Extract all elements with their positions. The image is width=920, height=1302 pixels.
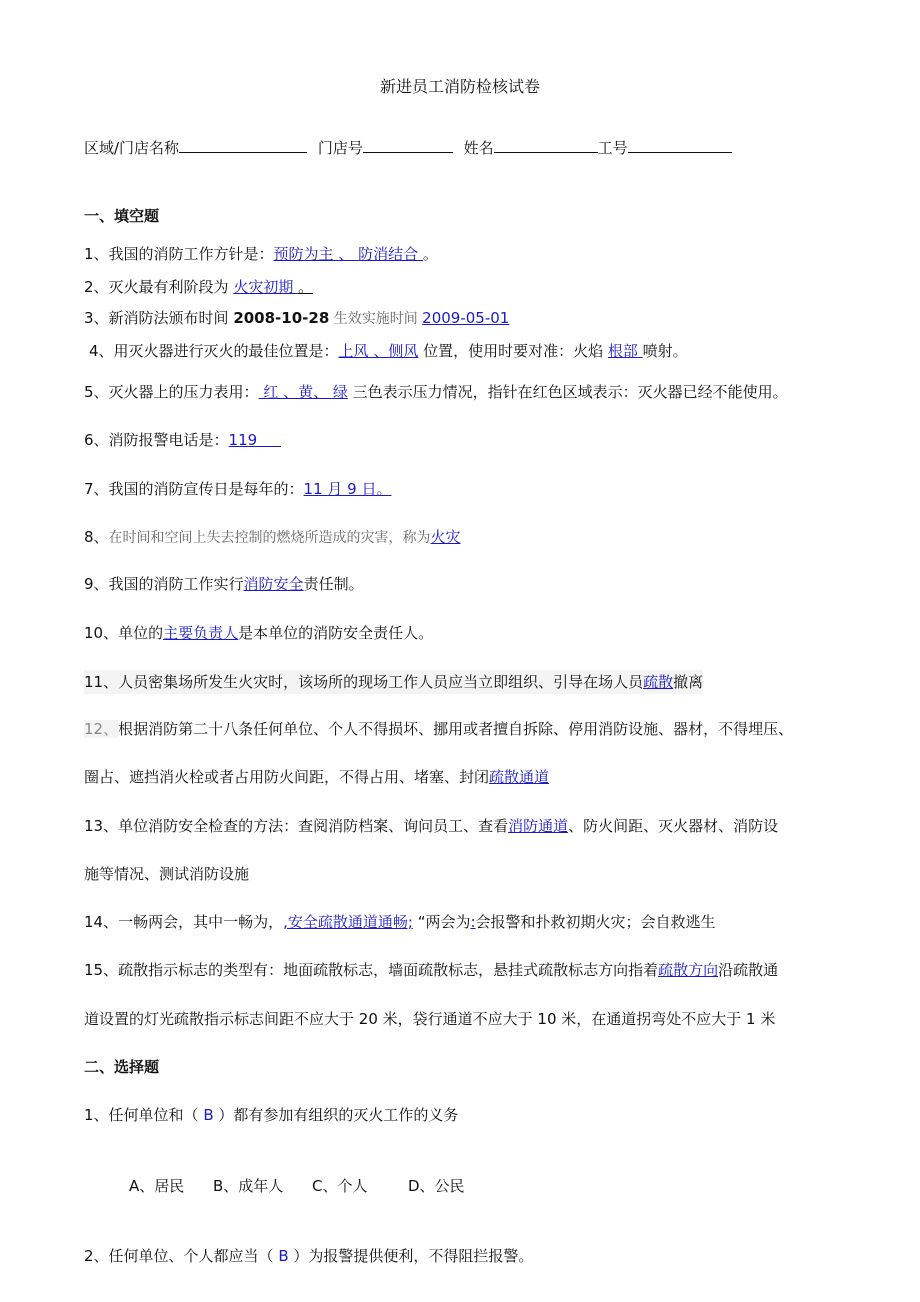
q7-text: 7、我国的消防宣传日是每年的： — [84, 480, 304, 498]
exam-title: 新进员工消防检核试卷 — [379, 77, 540, 96]
q1-separator: 、 — [338, 245, 359, 263]
question-12-line-2 — [84, 767, 549, 787]
header-fields — [84, 137, 732, 158]
q1-end: 。 — [422, 245, 438, 263]
q10-end: 是本单位的消防安全责任人。 — [238, 624, 434, 642]
question-15-line-2 — [84, 1009, 775, 1029]
q9-text: 9、我国的消防工作实行 — [84, 575, 244, 593]
question-2 — [84, 277, 313, 297]
q13-text-end: 、防火间距、灭火器材、消防设 — [568, 817, 779, 835]
q13-answer: 消防通道 — [508, 817, 569, 835]
q6-answer: 119 — [228, 431, 282, 449]
section1-heading: 一、填空题 — [84, 207, 160, 225]
q7-answer: 11 月 9 日。 — [303, 480, 392, 498]
q9-answer: 消防安全 — [243, 575, 304, 593]
option-d[interactable]: D、公民 — [408, 1177, 465, 1195]
q11-answer: 疏散 — [643, 673, 674, 691]
q3-text: 3、新消防法颁布时间 — [84, 309, 234, 327]
question-7 — [84, 479, 391, 499]
q5-text: 5、灭火器上的压力表用： — [84, 383, 259, 401]
id-label: 工号 — [597, 139, 628, 157]
name-label: 姓名 — [463, 139, 494, 157]
region-blank[interactable] — [179, 137, 307, 153]
q1-text: 1、我国的消防工作方针是： — [84, 245, 274, 263]
q8-answer: 火灾 — [430, 528, 461, 546]
option-b[interactable]: B、成年人 — [213, 1177, 284, 1195]
q2-answer: 火灾初期 — [233, 278, 299, 296]
section2-heading: 二、选择题 — [84, 1058, 160, 1076]
q6-text: 6、消防报警电话是： — [84, 431, 229, 449]
question-5 — [84, 382, 788, 402]
q4-answer-1: 上风 、侧风 — [338, 342, 419, 360]
q15-answer: 疏散方向 — [658, 961, 719, 979]
question-3 — [84, 308, 509, 329]
q14-answer-1: ,安全疏散通道通畅; — [283, 913, 413, 931]
q14-answer-2: : — [470, 913, 476, 931]
question-4 — [89, 341, 688, 361]
q11-end: 撤离 — [673, 673, 704, 691]
q3-effective-label: 生效实施时间 — [329, 311, 423, 327]
store-blank[interactable] — [363, 137, 453, 153]
q2-text: 2、灭火最有利阶段为 — [84, 278, 234, 296]
option-c[interactable]: C、个人 — [312, 1177, 368, 1195]
cq2-end: ）为报警提供便利，不得阻拦报警。 — [288, 1247, 534, 1265]
q11-text: 11、人员密集场所发生火灾时，该场所的现场工作人员应当立即组织、引导在场人员 — [84, 673, 644, 691]
question-10 — [84, 623, 433, 643]
q14-mid-text: “两会为 — [412, 913, 471, 931]
cq2-text: 2、任何单位、个人都应当（ — [84, 1247, 279, 1265]
q4-end: 喷射。 — [642, 342, 688, 360]
q12-number: 12、 — [84, 720, 119, 738]
choice-question-2 — [84, 1246, 533, 1266]
q14-text: 14、一畅两会，其中一畅为， — [84, 913, 284, 931]
q13-text: 13、单位消防安全检查的方法：查阅消防档案、询问员工、查看 — [84, 817, 509, 835]
q8-text: 在时间和空间上失去控制的燃烧所造成的灾害，称为 — [108, 530, 431, 546]
q4-text: 4、用灭火器进行灭火的最佳位置是： — [89, 342, 339, 360]
question-6 — [84, 430, 281, 450]
choice-question-1-options — [129, 1176, 465, 1196]
question-15-line-1 — [84, 960, 778, 980]
id-blank[interactable] — [628, 137, 732, 153]
q1-answer-1: 预防为主 — [273, 245, 339, 263]
q10-text: 10、单位的 — [84, 624, 164, 642]
cq1-text: 1、任何单位和（ — [84, 1106, 204, 1124]
q12-text-2: 圈占、遮挡消火栓或者占用防火间距，不得占用、堵塞、封闭 — [84, 768, 490, 786]
question-8 — [84, 527, 461, 548]
q5-end: 三色表示压力情况，指针在红色区域表示：灭火器已经不能使用。 — [347, 383, 788, 401]
question-11 — [84, 670, 703, 694]
store-label: 门店号 — [317, 139, 363, 157]
q13-text-2: 施等情况、测试消防设施 — [84, 865, 250, 883]
q2-end: 。 — [298, 278, 314, 296]
q1-answer-2: 防消结合 — [358, 245, 423, 263]
cq2-answer: B — [278, 1247, 289, 1265]
cq1-answer: B — [203, 1106, 214, 1124]
question-1 — [84, 244, 438, 264]
q15-text: 15、疏散指示标志的类型有：地面疏散标志，墙面疏散标志，悬挂式疏散标志方向指着 — [84, 961, 659, 979]
q15-text-end: 沿疏散通 — [718, 961, 779, 979]
question-12-line-1 — [84, 719, 793, 739]
question-13-line-1 — [84, 816, 778, 836]
q5-answer: 红 、黄、 绿 — [258, 383, 348, 401]
question-14 — [84, 912, 716, 932]
cq1-end: ）都有参加有组织的灭火工作的义务 — [213, 1106, 459, 1124]
region-label: 区域/门店名称 — [84, 139, 180, 157]
question-13-line-2 — [84, 864, 249, 884]
q4-mid-text: 位置，使用时要对准：火焰 — [418, 342, 608, 360]
q8-number: 8、 — [84, 528, 109, 546]
q12-answer: 疏散通道 — [489, 768, 550, 786]
q4-answer-2: 根部 — [607, 342, 643, 360]
option-a[interactable]: A、居民 — [129, 1177, 185, 1195]
q12-text-1: 根据消防第二十八条任何单位、个人不得损坏、挪用或者擅自拆除、停用消防设施、器材，不得埋压、 — [118, 720, 794, 738]
q10-answer: 主要负责人 — [163, 624, 239, 642]
q3-effective-date: 2009-05-01 — [422, 309, 510, 327]
q15-text-2: 道设置的灯光疏散指示标志间距不应大于 20 米，袋行通道不应大于 10 米，在通道拐弯处不应大于 1 米 — [84, 1010, 776, 1028]
q14-end: 会报警和扑救初期火灾；会自救逃生 — [475, 913, 716, 931]
choice-question-1 — [84, 1105, 458, 1125]
name-blank[interactable] — [494, 137, 598, 153]
q3-promulgation-date: 2008-10-28 — [233, 309, 330, 327]
q9-end: 责任制。 — [303, 575, 364, 593]
question-9 — [84, 574, 364, 594]
